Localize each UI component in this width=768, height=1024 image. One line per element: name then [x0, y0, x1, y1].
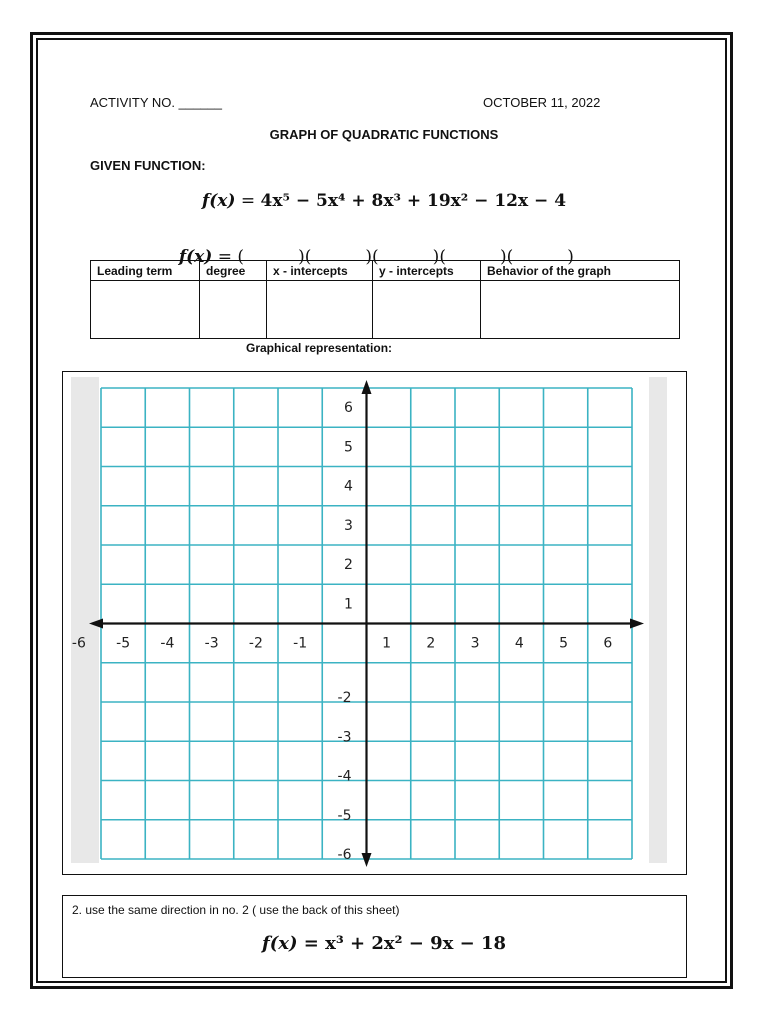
y-tick-label: -2: [337, 690, 352, 706]
function-properties-table: [90, 260, 680, 339]
x-tick-label: -6: [71, 635, 86, 652]
worksheet-title: GRAPH OF QUADRATIC FUNCTIONS: [269, 127, 499, 142]
problem-2-rhs: = x³ + 2x² − 9x − 18: [297, 933, 507, 954]
y-tick-label: 5: [344, 439, 353, 456]
problem-2-lhs: f(x): [261, 933, 298, 954]
x-tick-label: -5: [116, 635, 131, 652]
factored-form-lhs: f(x): [178, 247, 213, 267]
problem-2-instruction: 2. use the same direction in no. 2 ( use the back of this sheet): [72, 903, 400, 917]
header-behavior: Behavior of the graph: [481, 261, 680, 281]
y-tick-label: -5: [337, 807, 352, 824]
y-tick-label: 1: [344, 596, 353, 613]
y-axis-up-arrow-icon: [362, 380, 372, 394]
header-y-intercepts: y - intercepts: [373, 261, 481, 281]
header-degree: degree: [200, 261, 267, 281]
x-tick-label: 5: [559, 635, 569, 652]
y-tick-label: 4: [344, 478, 353, 495]
y-tick-label: 2: [344, 557, 353, 573]
y-tick-label: -3: [337, 729, 352, 746]
date-label: OCTOBER 11, 2022: [483, 95, 601, 110]
x-tick-label: -3: [204, 635, 219, 652]
x-tick-label: 6: [603, 635, 613, 652]
x-tick-label: 1: [382, 635, 392, 652]
table-header-row: [91, 261, 680, 281]
graph-caption: Graphical representation:: [246, 341, 393, 355]
x-tick-label: -4: [160, 635, 175, 652]
cell-degree[interactable]: [200, 281, 267, 339]
graph-box: [62, 371, 687, 875]
x-tick-label: -2: [248, 635, 263, 652]
given-function-label: GIVEN FUNCTION:: [90, 158, 206, 173]
y-tick-label: 6: [344, 400, 353, 416]
x-tick-label: -1: [293, 635, 308, 652]
cell-leading-term[interactable]: [91, 281, 200, 339]
coordinate-grid[interactable]: [63, 372, 688, 876]
cell-behavior[interactable]: [481, 281, 680, 339]
y-tick-label: -6: [337, 847, 352, 863]
x-tick-label: 2: [426, 635, 436, 652]
factored-form-blanks: = ( )( )( )( )( ): [212, 247, 574, 267]
y-axis-down-arrow-icon: [362, 853, 372, 867]
x-axis-right-arrow-icon: [630, 619, 644, 629]
x-axis-left-arrow-icon: [89, 619, 103, 629]
x-tick-label: 4: [514, 635, 524, 652]
y-tick-label: 3: [344, 517, 353, 534]
header-x-intercepts: x - intercepts: [267, 261, 373, 281]
table-answer-row: [91, 281, 680, 339]
given-function-rhs: 4x⁵ − 5x⁴ + 8x³ + 19x² − 12x − 4: [260, 191, 567, 211]
cell-y-intercepts[interactable]: [373, 281, 481, 339]
y-tick-label: -4: [337, 768, 352, 785]
cell-x-intercepts[interactable]: [267, 281, 373, 339]
given-function-equals: =: [235, 191, 261, 211]
given-function-lhs: f(x): [201, 191, 236, 211]
header-leading-term: Leading term: [91, 261, 200, 281]
x-tick-label: 3: [470, 635, 480, 652]
activity-number-label: ACTIVITY NO. ______: [90, 95, 222, 110]
problem-2-equation: [0, 933, 768, 954]
given-function-equation: [0, 191, 768, 211]
